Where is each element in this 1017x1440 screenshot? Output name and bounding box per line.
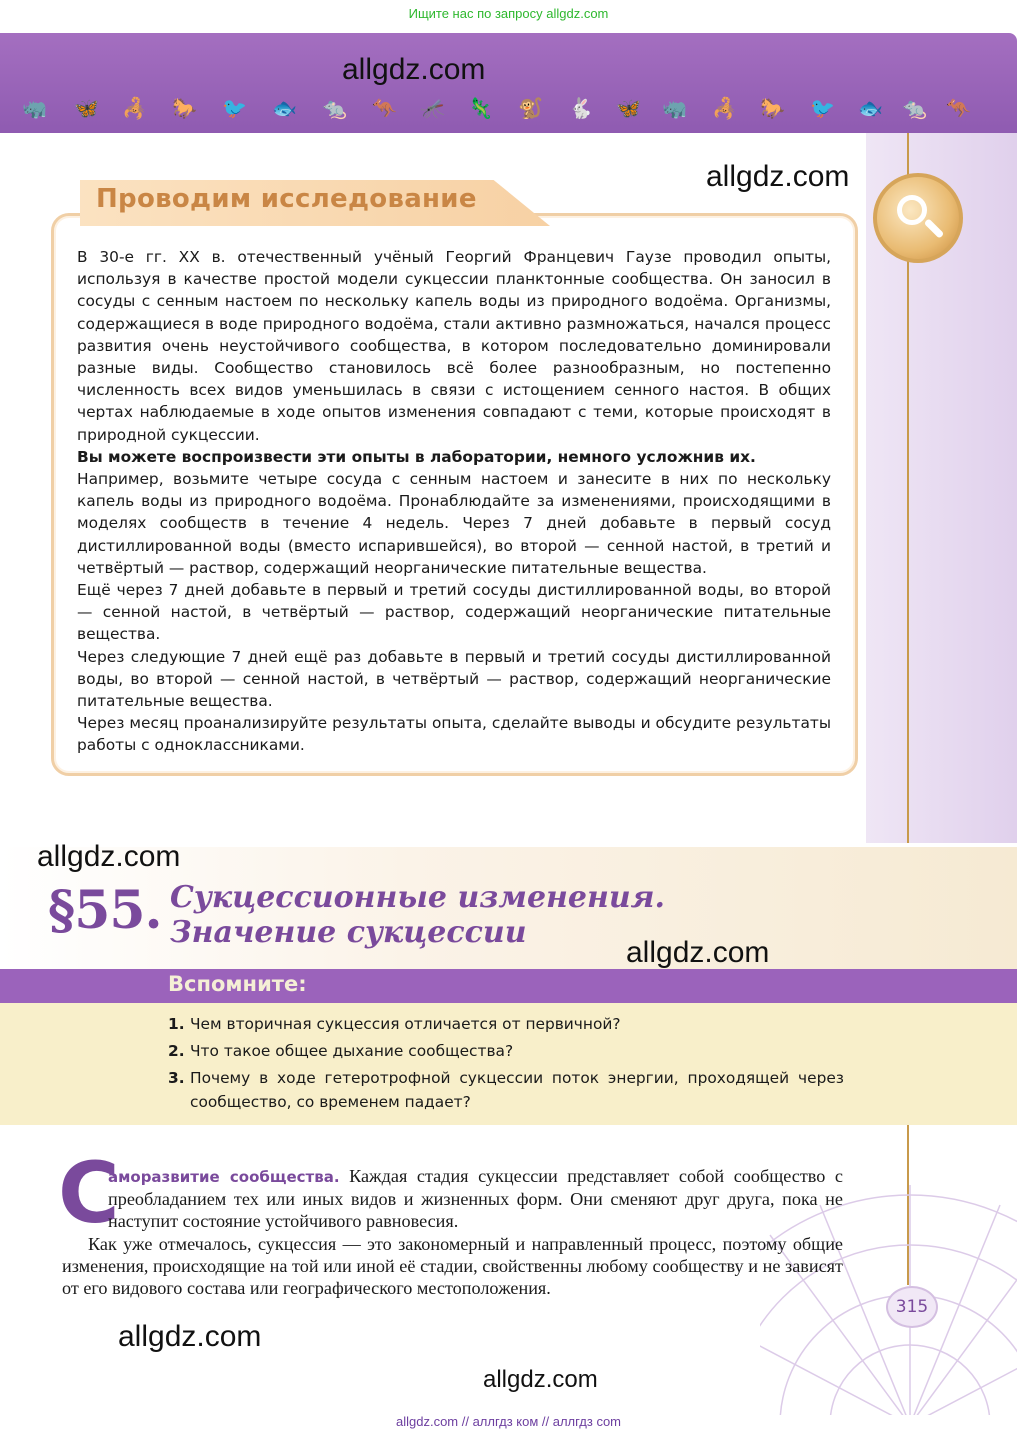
horse-icon: 🐎 — [172, 96, 197, 120]
rhino-icon: 🦏 — [22, 96, 47, 120]
dropcap-letter: С — [58, 1144, 120, 1242]
magnifier-icon — [873, 173, 963, 263]
body-paragraph-2: Как уже отмечалось, сукцессия — это закономерный и направленный процесс, поэтому общие изменения, происходящие на той или иной её стадии, свойственны любому сообществу и не зависят от его видового состава или географического местоположения. — [62, 1233, 843, 1299]
butterfly-icon: 🦋 — [74, 96, 99, 120]
animal-icons-strip — [22, 96, 972, 126]
magnifier-glass — [897, 195, 927, 225]
watermark: allgdz.com — [342, 53, 486, 86]
body-lead: аморазвитие сообщества. — [108, 1168, 340, 1186]
research-intro: В 30-е гг. XX в. отечественный учёный Георгий Францевич Гаузе проводил опыты, используя в качестве простой модели сукцессии планктонные сообщества. Он заносил в сосуды с сенным настоем по нескольку капель воды из природного водоёма. Организмы, содержащиеся в воде природного водоёма, стали активно размножаться, начался процесс развития очень неустойчивого сообщества, в котором последовательно доминировали разные виды. Сообщество становилось всё более разнообразным, но постепенно численность всех видов уменьшилась в связи с истощением сенного настоя. В общих чертах наблюдаемые в ходе опытов изменения совпадают с теми, которые происходят в природной сукцессии. — [77, 248, 831, 444]
lizard-icon: 🦎 — [468, 96, 493, 120]
scorpion-icon: 🦂 — [122, 96, 147, 120]
list-item — [168, 1013, 844, 1037]
research-step-2: Ещё через 7 дней добавьте в первый и третий сосуды дистиллированной воды, во второй — сенной настой, в четвёртый — раствор, содержащий неорганические питательные вещества. — [77, 581, 831, 644]
fish-icon: 🐟 — [272, 96, 297, 120]
kangaroo-icon: 🦘 — [946, 96, 971, 120]
paragraph-number: §55. — [48, 880, 162, 941]
recall-item-text: Чем вторичная сукцессия отличается от первичной? — [190, 1015, 621, 1033]
scorpion-icon: 🦂 — [712, 96, 737, 120]
bird-icon: 🐦 — [222, 96, 247, 120]
rodent-icon: 🐀 — [322, 96, 347, 120]
fish-icon: 🐟 — [858, 96, 883, 120]
watermark: allgdz.com — [37, 840, 181, 873]
paragraph-title-line2: Значение сукцессии — [170, 915, 527, 950]
butterfly-icon: 🦋 — [616, 96, 641, 120]
bird-icon: 🐦 — [810, 96, 835, 120]
research-step-1: Например, возьмите четыре сосуда с сенным настоем и занесите в них по нескольку капель воды из природного водоёма. Пронаблюдайте за изменениями, происходящими в моделях сообществ в течение 4 недель. Через 7 дней добавьте в первый сосуд дистиллированной воды (вместо испарившейся), во второй — сенной настой, в третий и четвёртый — раствор, содержащий неорганические питательные вещества. — [77, 470, 831, 577]
monkey-icon: 🐒 — [518, 96, 543, 120]
research-title: Проводим исследование — [96, 184, 477, 214]
research-step-4: Через месяц проанализируйте результаты опыта, сделайте выводы и обсудите результаты работы с одноклассниками. — [77, 714, 831, 755]
research-text — [77, 246, 831, 757]
watermark: allgdz.com — [626, 936, 770, 969]
rodent-icon: 🐀 — [902, 96, 927, 120]
paragraph-title — [170, 880, 665, 950]
research-step-3: Через следующие 7 дней ещё раз добавьте в первый и третий сосуды дистиллированной воды, во второй — сенной настой, в четвёртый — раствор, содержащий неорганические питательные вещества. — [77, 647, 831, 711]
recall-list — [168, 1013, 844, 1118]
body-paragraph-1-text: Каждая стадия сукцессии представляет собой сообщество с преобладанием тех или иных видов и жизненных форм. Они сменяют друг друга, пока не наступит состояние устойчивого равновесия. — [108, 1166, 843, 1232]
recall-item-text: Почему в ходе гетеротрофной сукцессии поток энергии, проходящей через сообщество, со временем падает? — [190, 1069, 844, 1111]
recall-label: Вспомните: — [168, 972, 307, 996]
page-number: 315 — [886, 1286, 938, 1328]
watermark: allgdz.com — [118, 1320, 262, 1353]
list-item — [168, 1040, 844, 1064]
recall-item-number: 2. — [168, 1042, 185, 1060]
recall-item-number: 1. — [168, 1015, 185, 1033]
kangaroo-icon: 🦘 — [372, 96, 397, 120]
research-bold-line: Вы можете воспроизвести эти опыты в лаборатории, немного усложнив их. — [77, 447, 756, 466]
rhino-icon: 🦏 — [662, 96, 687, 120]
list-item — [168, 1067, 844, 1114]
recall-item-number: 3. — [168, 1069, 185, 1087]
watermark: allgdz.com — [483, 1366, 598, 1393]
insect-icon: 🦟 — [420, 96, 445, 120]
magnifier-handle — [924, 218, 945, 239]
recall-item-text: Что такое общее дыхание сообщества? — [190, 1042, 514, 1060]
top-search-banner[interactable]: Ищите нас по запросу allgdz.com — [408, 6, 609, 21]
horse-icon: 🐎 — [760, 96, 785, 120]
body-text — [62, 1165, 843, 1299]
recall-bar — [0, 969, 1017, 1003]
watermark: allgdz.com — [706, 160, 850, 193]
rabbit-icon: 🐇 — [568, 96, 593, 120]
paragraph-title-line1: Сукцессионные изменения. — [170, 880, 665, 915]
body-paragraph-1 — [62, 1165, 843, 1233]
footer-links[interactable]: allgdz.com // аллгдз ком // аллгдз com — [395, 1414, 622, 1429]
